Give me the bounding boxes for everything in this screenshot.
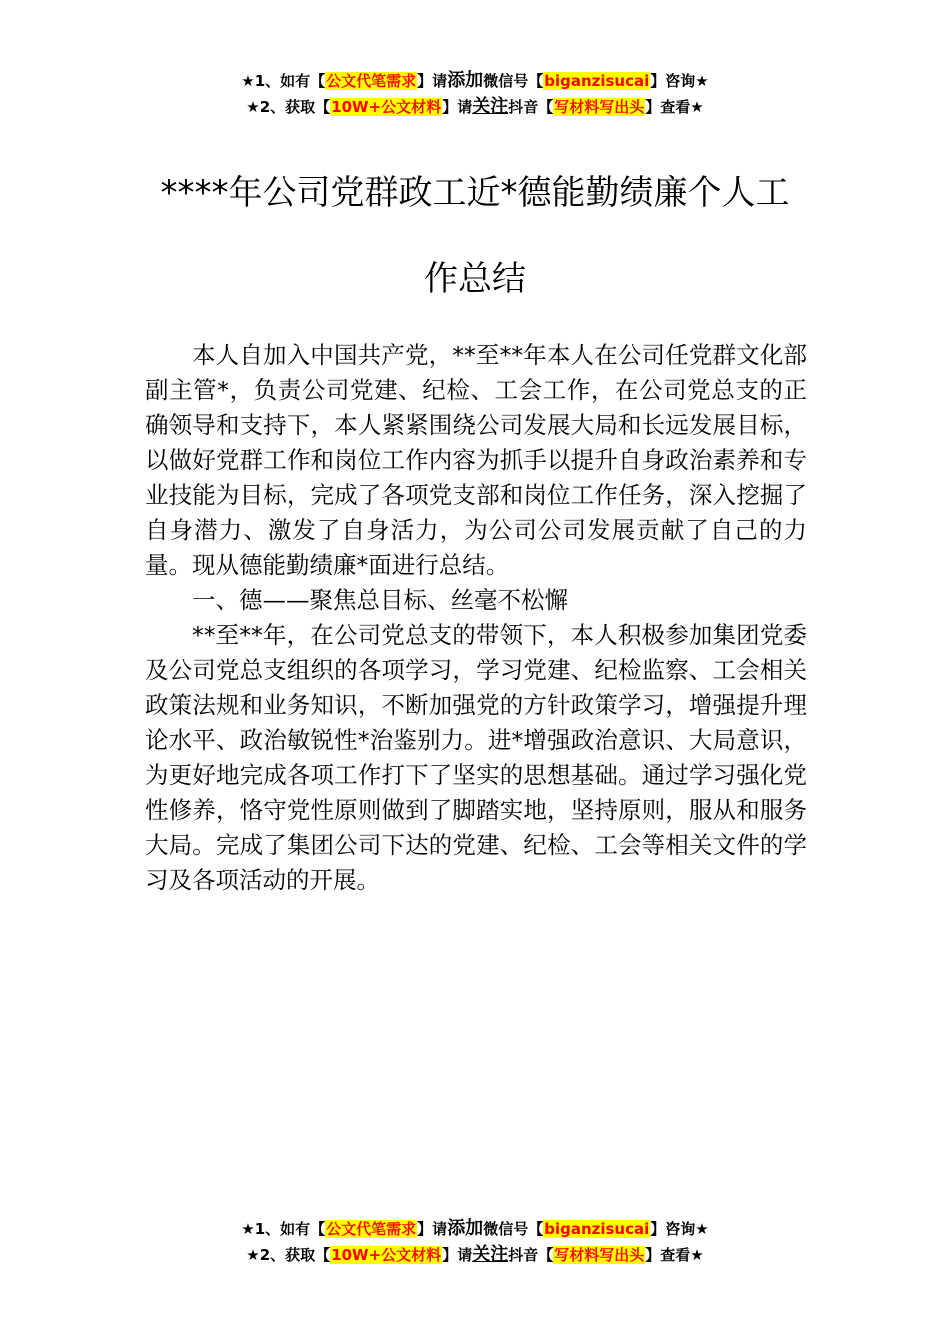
promo-text: ★1、如有【 — [241, 72, 326, 90]
promo-text: 】查看★ — [645, 98, 704, 116]
promo-highlight: 写材料写出头 — [554, 1246, 645, 1264]
document-body — [145, 338, 807, 898]
promo-text: ★2、获取【 — [246, 98, 331, 116]
promo-text: 微信号【 — [483, 72, 544, 90]
paragraph-intro: 本人自加入中国共产党，**至**年本人在公司任党群文化部副主管*，负责公司党建、纪检、工会工作，在公司党总支的正确领导和支持下，本人紧紧围绕公司发展大局和长远发展目标，以做好党群工作和岗位工作内容为抓手以提升自身政治素养和专业技能为目标，完成了各项党支部和岗位工作任务，深入挖掘了自身潜力、激发了自身活力，为公司公司发展贡献了自己的力量。现从德能勤绩廉*面进行总结。 — [145, 341, 807, 579]
promo-text: 】请 — [442, 98, 473, 116]
promo-text: ★1、如有【 — [241, 1220, 326, 1238]
promo-emphasis: 关注 — [472, 96, 509, 117]
promo-highlight: 10W+公文材料 — [331, 98, 442, 116]
promo-line-1 — [0, 68, 950, 94]
promo-text: 微信号【 — [483, 1220, 544, 1238]
promo-text: 】请 — [417, 72, 448, 90]
title-line-2: 作总结 — [424, 259, 526, 299]
promo-line-2 — [0, 1242, 950, 1268]
promo-footer — [0, 1216, 950, 1268]
promo-emphasis: 关注 — [472, 1244, 509, 1265]
promo-highlight: 写材料写出头 — [554, 98, 645, 116]
paragraph-body: **至**年，在公司党总支的带领下，本人积极参加集团党委及公司党总支组织的各项学习，学习党建、纪检监察、工会相关政策法规和业务知识，不断加强党的方针政策学习，增强提升理论水平、政治敏锐性*治鉴别力。进*增强政治意识、大局意识，为更好地完成各项工作打下了坚实的思想基础。通过学习强化党性修养，恪守党性原则做到了脚踏实地，坚持原则，服从和服务大局。完成了集团公司下达的党建、纪检、工会等相关文件的学习及各项活动的开展。 — [145, 621, 807, 894]
section-heading: 一、德——聚焦总目标、丝毫不松懈 — [192, 586, 568, 614]
promo-text: 抖音【 — [508, 1246, 554, 1264]
promo-highlight: biganzisucai — [544, 72, 650, 90]
promo-highlight: biganzisucai — [544, 1220, 650, 1238]
title-line-1: ****年公司党群政工近*德能勤绩廉个人工 — [160, 173, 790, 213]
promo-highlight: 公文代笔需求 — [326, 1220, 417, 1238]
promo-text: 】请 — [417, 1220, 448, 1238]
promo-text: 】咨询★ — [650, 72, 709, 90]
promo-text: ★2、获取【 — [246, 1246, 331, 1264]
promo-emphasis: 添加 — [447, 1218, 484, 1239]
promo-text: 】查看★ — [645, 1246, 704, 1264]
promo-highlight: 10W+公文材料 — [331, 1246, 442, 1264]
promo-header — [0, 68, 950, 120]
document-title — [140, 150, 810, 322]
promo-text: 】咨询★ — [650, 1220, 709, 1238]
promo-line-1 — [0, 1216, 950, 1242]
promo-text: 抖音【 — [508, 98, 554, 116]
promo-line-2 — [0, 94, 950, 120]
promo-emphasis: 添加 — [447, 70, 484, 91]
promo-highlight: 公文代笔需求 — [326, 72, 417, 90]
promo-text: 】请 — [442, 1246, 473, 1264]
